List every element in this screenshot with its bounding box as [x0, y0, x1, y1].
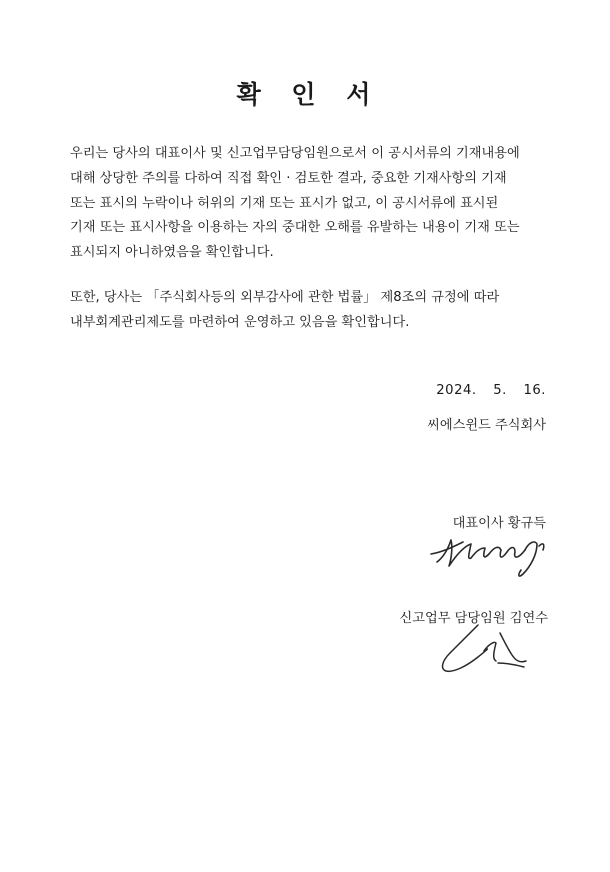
- signature-stroke: [519, 542, 537, 576]
- signature-stroke: [498, 663, 524, 667]
- signature-stroke: [539, 544, 544, 550]
- document-title: 확 인 서: [236, 80, 382, 109]
- ceo-signature: [427, 532, 549, 582]
- internal-control-paragraph: [70, 286, 550, 336]
- ceo-name: 대표이사 황규득: [452, 516, 546, 531]
- company-name: 씨에스윈드 주식회사: [427, 418, 546, 433]
- paragraph-line: 내부회계관리제도를 마련하여 운영하고 있음을 확인합니다.: [70, 314, 410, 330]
- paragraph-line: 또는 표시의 누락이나 허위의 기재 또는 표시가 없고, 이 공시서류에 표시된: [70, 195, 499, 211]
- paragraph-line: 또한, 당사는 「주식회사등의 외부감사에 관한 법률」 제8조의 규정에 따라: [70, 290, 500, 305]
- signature-stroke: [484, 642, 496, 661]
- paragraph-line: 우리는 당사의 대표이사 및 신고업무담당임원으로서 이 공시서류의 기재내용에: [70, 146, 520, 161]
- paragraph-line: 표시되지 아니하였음을 확인합니다.: [70, 245, 274, 261]
- officer-signature: [438, 621, 534, 675]
- signature-stroke: [443, 625, 488, 671]
- confirmation-paragraph: [70, 142, 550, 266]
- paragraph-line: 기재 또는 표시사항을 이용하는 자의 중대한 오해를 유발하는 내용이 기재 또는: [70, 220, 520, 236]
- disclosure-officer-name: 신고업무 담당임원 김연수: [399, 611, 548, 626]
- signature-stroke: [500, 633, 526, 662]
- signature-stroke: [437, 540, 525, 566]
- document-date: 2024. 5. 16.: [436, 383, 546, 398]
- paragraph-line: 대해 상당한 주의를 다하여 직접 확인 · 검토한 결과, 중요한 기재사항의 기재: [70, 170, 507, 186]
